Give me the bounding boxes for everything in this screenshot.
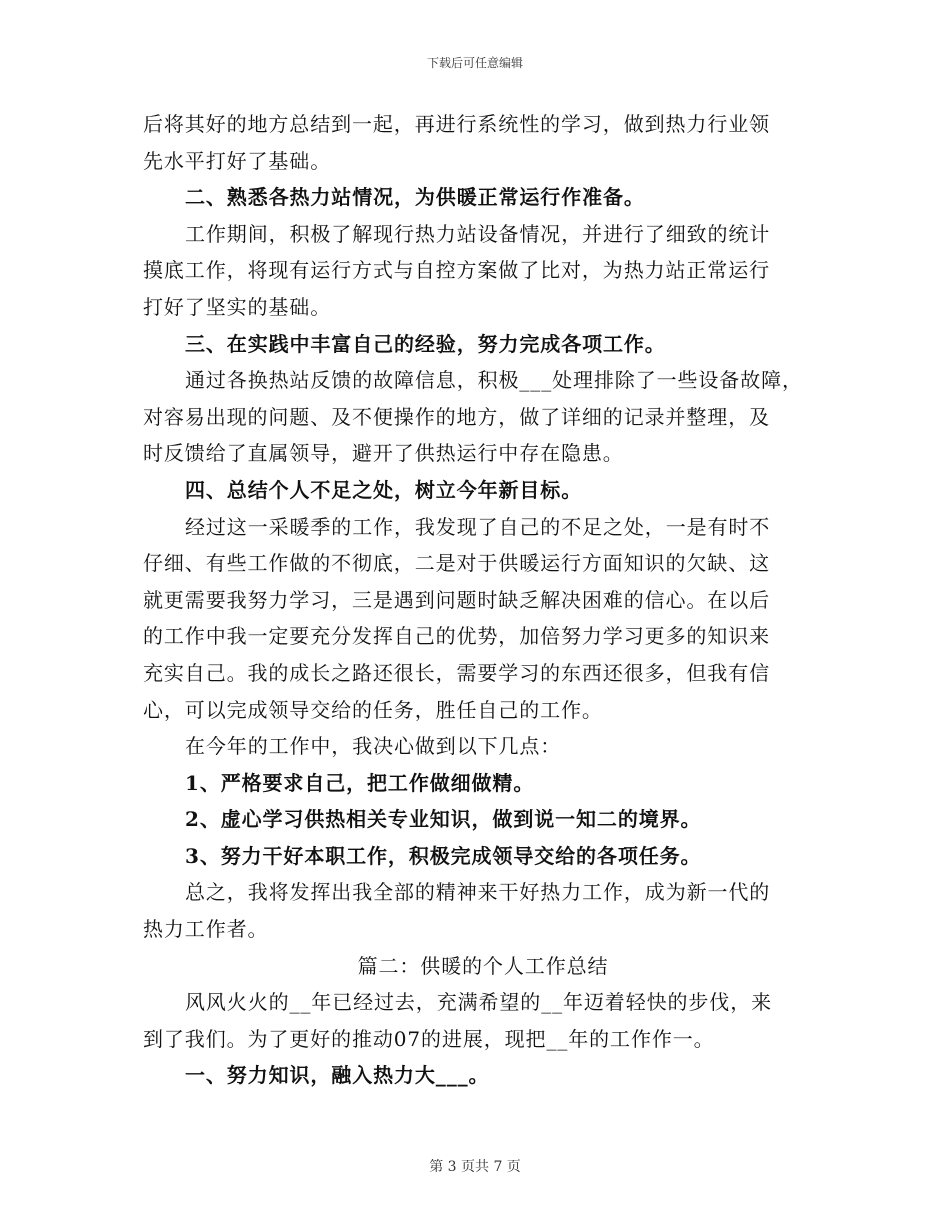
paragraph-line: 通过各换热站反馈的故障信息，积极___处理排除了一些设备故障， xyxy=(185,368,803,393)
paragraph-line: 充实自己。我的成长之路还很长，需要学习的东西还很多，但我有信 xyxy=(143,660,770,685)
paragraph-line: 经过这一采暖季的工作，我发现了自己的不足之处，一是有时不 xyxy=(185,514,771,539)
paragraph-line: 心，可以完成领导交给的任务，胜任自己的工作。 xyxy=(143,697,603,722)
paragraph-line: 风风火火的__年已经过去，充满希望的__年迈着轻快的步伐，来 xyxy=(185,990,772,1015)
paragraph-line: 对容易出现的问题、及不便操作的地方，做了详细的记录并整理，及 xyxy=(143,404,770,429)
paragraph-line: 工作期间，积极了解现行热力站设备情况，并进行了细致的统计 xyxy=(185,221,771,246)
paragraph-line: 摸底工作，将现有运行方式与自控方案做了比对，为热力站正常运行 xyxy=(143,258,770,283)
paragraph-line: 的工作中我一定要充分发挥自己的优势，加倍努力学习更多的知识来 xyxy=(143,624,770,649)
article-title: 篇二：供暖的个人工作总结 xyxy=(357,953,609,978)
section-heading: 一、努力知识，融入热力大___。 xyxy=(185,1063,490,1088)
paragraph-line: 就更需要我努力学习，三是遇到问题时缺乏解决困难的信心。在以后 xyxy=(143,587,770,612)
section-heading: 三、在实践中丰富自己的经验，努力完成各项工作。 xyxy=(185,331,666,356)
section-heading: 四、总结个人不足之处，树立今年新目标。 xyxy=(185,477,583,502)
paragraph-line: 打好了坚实的基础。 xyxy=(143,294,332,319)
paragraph-line: 仔细、有些工作做的不彻底，二是对于供暖运行方面知识的欠缺、这 xyxy=(143,551,770,576)
paragraph-line: 先水平打好了基础。 xyxy=(143,148,332,173)
list-item: 3、努力干好本职工作，积极完成领导交给的各项任务。 xyxy=(185,843,702,868)
paragraph-line: 到了我们。为了更好的推动07的进展，现把__年的工作作一。 xyxy=(143,1026,715,1051)
section-heading: 二、熟悉各热力站情况，为供暖正常运行作准备。 xyxy=(185,185,645,210)
paragraph-line: 总之，我将发挥出我全部的精神来干好热力工作，成为新一代的 xyxy=(185,880,771,905)
paragraph-line: 在今年的工作中，我决心做到以下几点： xyxy=(185,734,562,759)
document-body xyxy=(143,106,823,1094)
page-footer: 第 3 页共 7 页 xyxy=(429,1159,521,1175)
page-header: 下载后可任意编辑 xyxy=(426,56,523,70)
paragraph-line: 时反馈给了直属领导，避开了供热运行中存在隐患。 xyxy=(143,441,624,466)
list-item: 2、虚心学习供热相关专业知识，做到说一知二的境界。 xyxy=(185,807,702,832)
paragraph-line: 热力工作者。 xyxy=(143,917,269,942)
list-item: 1、严格要求自己，把工作做细做精。 xyxy=(185,770,535,795)
paragraph-line: 后将其好的地方总结到一起，再进行系统性的学习，做到热力行业领 xyxy=(143,112,770,136)
